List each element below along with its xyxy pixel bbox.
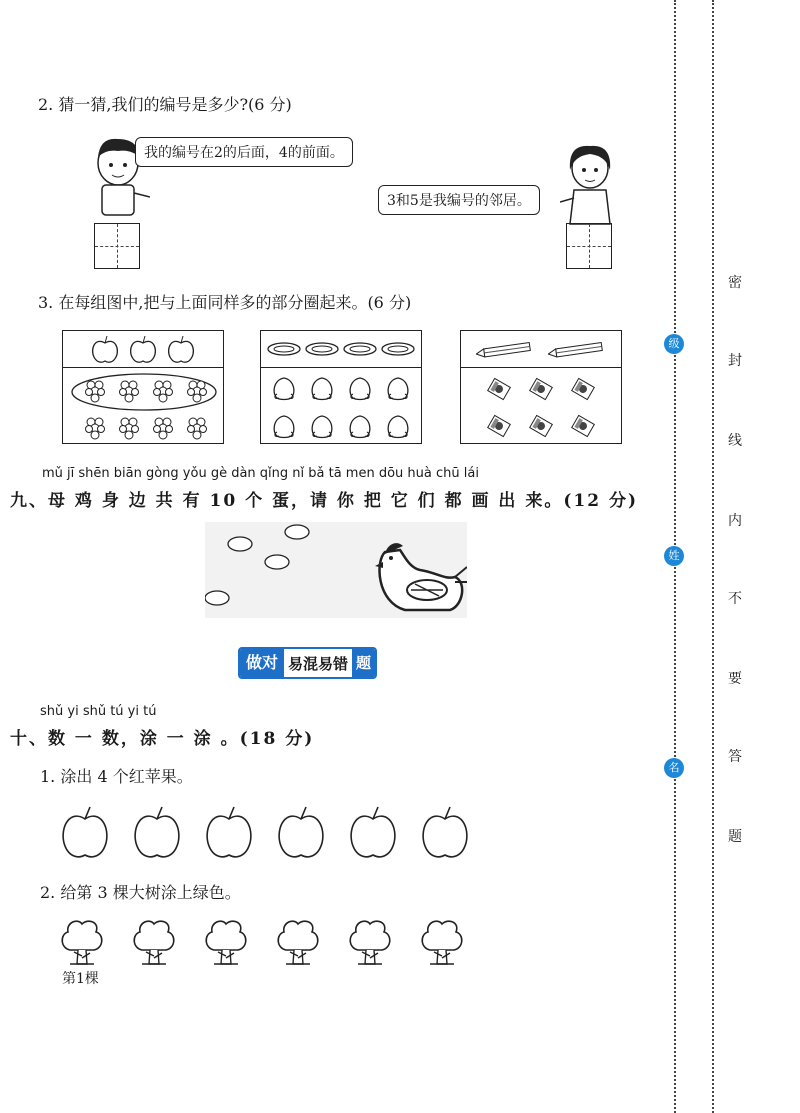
peach-icon xyxy=(347,412,373,440)
apple-outline-icon[interactable] xyxy=(276,805,326,861)
margin-char: 内 xyxy=(728,513,742,529)
group-plates-peaches xyxy=(260,330,422,444)
apple-icon xyxy=(90,335,120,365)
peach-icon xyxy=(385,374,411,402)
pencil-icon xyxy=(548,340,606,360)
section10-pinyin: shǔ yi shǔ tú yi tú xyxy=(40,704,157,719)
pencil-row xyxy=(461,333,621,367)
class-circle-badge: 级 xyxy=(664,334,684,354)
boy-speech-bubble: 我的编号在2的后面，4的前面。 xyxy=(135,137,353,167)
grape-icon xyxy=(118,377,142,403)
apple-color-row xyxy=(60,805,480,861)
margin-char: 要 xyxy=(728,671,742,687)
apple-row xyxy=(63,333,223,367)
apple-outline-icon[interactable] xyxy=(132,805,182,861)
peach-icon xyxy=(385,412,411,440)
plate-icon xyxy=(343,341,377,359)
plate-icon xyxy=(267,341,301,359)
margin-char: 题 xyxy=(728,829,742,845)
egg-icon xyxy=(265,555,289,569)
sharpener-rows xyxy=(473,373,609,441)
sharpener-icon xyxy=(570,413,596,439)
girl-speech-bubble: 3和5是我编号的邻居。 xyxy=(378,185,540,215)
grape-icon xyxy=(84,414,108,440)
name-circle-badge: 名 xyxy=(664,758,684,778)
grape-icon xyxy=(118,414,142,440)
hen-drawing-area[interactable] xyxy=(205,522,467,618)
tree-icon[interactable] xyxy=(420,918,464,968)
hen-eggs-drawing xyxy=(205,522,467,618)
grape-rows xyxy=(79,373,215,443)
section9-pinyin: mǔ jī shēn biān gòng yǒu gè dàn qǐng nǐ bǎ tā men dōu huà chū lái xyxy=(42,466,479,481)
tree-icon[interactable] xyxy=(348,918,392,968)
margin-char: 密 xyxy=(728,275,742,291)
plate-icon xyxy=(381,341,415,359)
plate-icon xyxy=(305,341,339,359)
grape-icon xyxy=(152,414,176,440)
hen-icon xyxy=(375,543,467,610)
sharpener-icon xyxy=(528,413,554,439)
sharpener-icon xyxy=(486,376,512,402)
margin-char: 线 xyxy=(728,433,742,449)
group-apples-grapes xyxy=(62,330,224,444)
peach-icon xyxy=(309,374,335,402)
grape-icon xyxy=(84,377,108,403)
girl-figure xyxy=(560,140,620,235)
tree-first-label: 第1棵 xyxy=(62,971,99,987)
section10-title: 十、数 一 数，涂 一 涂 。(18 分) xyxy=(10,729,315,749)
peach-icon xyxy=(309,412,335,440)
girl-answer-box[interactable] xyxy=(566,223,612,269)
apple-icon xyxy=(166,335,196,365)
banner-part1: 做对 xyxy=(240,649,284,677)
apple-icon xyxy=(128,335,158,365)
q2-title: 2. 猜一猜,我们的编号是多少?(6 分) xyxy=(38,95,292,114)
peach-icon xyxy=(347,374,373,402)
apple-outline-icon[interactable] xyxy=(60,805,110,861)
apple-outline-icon[interactable] xyxy=(348,805,398,861)
section10-q1: 1. 涂出 4 个红苹果。 xyxy=(40,767,193,786)
pencil-icon xyxy=(476,340,534,360)
surname-circle-badge: 姓 xyxy=(664,546,684,566)
egg-icon xyxy=(285,525,309,539)
peach-rows xyxy=(261,371,421,443)
tree-color-row xyxy=(60,918,480,968)
margin-char: 封 xyxy=(728,353,742,369)
error-prone-banner xyxy=(238,647,377,679)
seal-dotted-line-right xyxy=(712,0,714,1113)
sharpener-icon xyxy=(570,376,596,402)
grape-icon xyxy=(186,377,210,403)
apple-outline-icon[interactable] xyxy=(420,805,470,861)
sharpener-icon xyxy=(528,376,554,402)
banner-part2: 易混易错 xyxy=(288,654,349,673)
section9-title: 九、母 鸡 身 边 共 有 10 个 蛋，请 你 把 它 们 都 画 出 来。(12 分) xyxy=(10,491,639,511)
sharpener-icon xyxy=(486,413,512,439)
egg-icon xyxy=(228,537,252,551)
egg-icon xyxy=(205,591,229,605)
banner-part3: 题 xyxy=(352,649,375,677)
peach-icon xyxy=(271,374,297,402)
tree-icon[interactable] xyxy=(204,918,248,968)
apple-outline-icon[interactable] xyxy=(204,805,254,861)
margin-char: 不 xyxy=(728,591,742,607)
margin-char: 答 xyxy=(728,749,742,765)
boy-answer-box[interactable] xyxy=(94,223,140,269)
section10-q2: 2. 给第 3 棵大树涂上绿色。 xyxy=(40,883,241,902)
grape-icon xyxy=(152,377,176,403)
tree-icon[interactable] xyxy=(132,918,176,968)
group-pencils-sharpeners xyxy=(460,330,622,444)
grape-icon xyxy=(186,414,210,440)
tree-icon[interactable] xyxy=(60,918,104,968)
q3-title: 3. 在每组图中,把与上面同样多的部分圈起来。(6 分) xyxy=(38,293,412,312)
peach-icon xyxy=(271,412,297,440)
plate-row xyxy=(261,333,421,367)
q2-illustration xyxy=(90,125,620,275)
tree-icon[interactable] xyxy=(276,918,320,968)
